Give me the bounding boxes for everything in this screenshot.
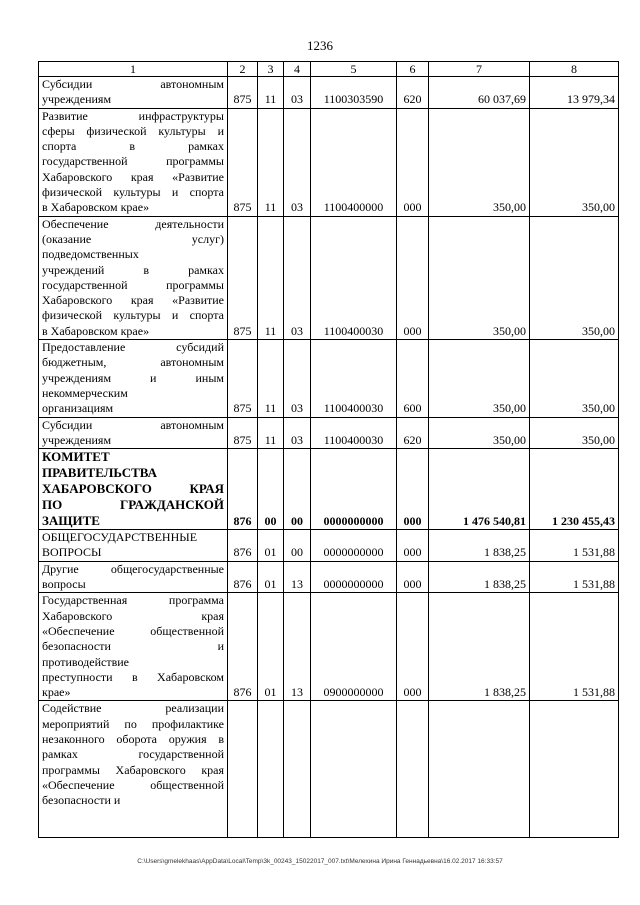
amount-year1-cell: 350,00: [429, 340, 530, 417]
item-name-line: «Обеспечение общественной: [42, 777, 224, 792]
expense-type-code-cell: 620: [397, 77, 429, 109]
expense-type-code-cell: 000: [397, 561, 429, 593]
section-code-cell: 11: [258, 216, 284, 339]
target-item-code-cell: 0000000000: [311, 449, 397, 530]
amount-year2-cell: 1 531,88: [530, 561, 619, 593]
target-item-code-cell: 1100400030: [311, 417, 397, 449]
expense-type-code-cell: 620: [397, 417, 429, 449]
item-name-line: незаконного оборота оружия в: [42, 731, 224, 746]
header-cell: 7: [429, 62, 530, 77]
target-item-code-cell: 1100303590: [311, 77, 397, 109]
item-name-line: ПО ГРАЖДАНСКОЙ: [42, 497, 224, 513]
subsection-code-cell: 03: [284, 340, 311, 417]
subsection-code-cell: 03: [284, 77, 311, 109]
item-name-line: Субсидии автономным: [42, 77, 224, 91]
subsection-code-cell: 13: [284, 561, 311, 593]
amount-year2-cell: 350,00: [530, 108, 619, 216]
amount-year1-cell: 1 476 540,81: [429, 449, 530, 530]
section-code-cell: 11: [258, 77, 284, 109]
item-name-cell: [39, 449, 228, 530]
amount-year2-cell: 1 230 455,43: [530, 449, 619, 530]
item-name-line: ХАБАРОВСКОГО КРАЯ: [42, 481, 224, 497]
subsection-code-cell: 03: [284, 108, 311, 216]
section-code-cell: 01: [258, 593, 284, 701]
header-cell: 1: [39, 62, 228, 77]
item-name-line: учреждениям и иным: [42, 370, 224, 385]
header-cell: 5: [311, 62, 397, 77]
item-name-line: учреждений в рамках: [42, 262, 224, 277]
ministry-code-cell: [228, 701, 258, 838]
expense-type-code-cell: 600: [397, 340, 429, 417]
item-name-line: ПРАВИТЕЛЬСТВА: [42, 465, 157, 481]
table-row: [39, 701, 619, 838]
amount-year1-cell: 1 838,25: [429, 530, 530, 562]
expense-type-code-cell: 000: [397, 108, 429, 216]
item-name-line: преступности в Хабаровском: [42, 669, 224, 684]
amount-year1-cell: 60 037,69: [429, 77, 530, 109]
section-code-cell: [258, 701, 284, 838]
ministry-code-cell: 876: [228, 449, 258, 530]
ministry-code-cell: 875: [228, 417, 258, 449]
item-name-cell: [39, 701, 228, 838]
target-item-code-cell: 0000000000: [311, 530, 397, 562]
amount-year1-cell: [429, 701, 530, 838]
expense-type-code-cell: 000: [397, 216, 429, 339]
item-name-line: Предоставление субсидий: [42, 340, 224, 355]
section-code-cell: 11: [258, 340, 284, 417]
item-name-cell: [39, 593, 228, 701]
ministry-code-cell: 876: [228, 593, 258, 701]
amount-year2-cell: 13 979,34: [530, 77, 619, 109]
expense-type-code-cell: 000: [397, 593, 429, 701]
item-name-cell: [39, 561, 228, 593]
amount-year1-cell: 1 838,25: [429, 561, 530, 593]
item-name-line: Содействие реализации: [42, 701, 224, 716]
expense-type-code-cell: 000: [397, 449, 429, 530]
item-name-cell: [39, 108, 228, 216]
header-cell: 8: [530, 62, 619, 77]
item-name-line: Государственная программа: [42, 593, 224, 608]
target-item-code-cell: 0000000000: [311, 561, 397, 593]
item-name-line: государственной программы: [42, 277, 224, 292]
item-name-line: противодействие: [42, 654, 130, 669]
item-name-line: бюджетным, автономным: [42, 355, 224, 370]
amount-year1-cell: 350,00: [429, 417, 530, 449]
item-name-line: физической культуры и спорта: [42, 185, 224, 200]
amount-year1-cell: 350,00: [429, 216, 530, 339]
item-name-cell: [39, 216, 228, 339]
target-item-code-cell: [311, 701, 397, 838]
item-name-cell: [39, 77, 228, 109]
item-name-line: крае»: [42, 685, 71, 700]
target-item-code-cell: 1100400030: [311, 340, 397, 417]
item-name-cell: [39, 340, 228, 417]
ministry-code-cell: 876: [228, 530, 258, 562]
amount-year1-cell: 350,00: [429, 108, 530, 216]
target-item-code-cell: 0900000000: [311, 593, 397, 701]
ministry-code-cell: 875: [228, 216, 258, 339]
subsection-code-cell: 00: [284, 449, 311, 530]
table-row: [39, 108, 619, 216]
item-name-line: в Хабаровском крае»: [42, 323, 150, 338]
item-name-line: сферы физической культуры и: [42, 123, 224, 138]
header-cell: 3: [258, 62, 284, 77]
header-cell: 4: [284, 62, 311, 77]
ministry-code-cell: 875: [228, 77, 258, 109]
amount-year2-cell: 1 531,88: [530, 593, 619, 701]
page-number: 1236: [307, 38, 333, 53]
subsection-code-cell: [284, 701, 311, 838]
table-row: [39, 561, 619, 593]
item-name-line: Хабаровского края «Развитие: [42, 293, 224, 308]
item-name-cell: [39, 530, 228, 562]
item-name-line: программы Хабаровского края: [42, 762, 224, 777]
expense-type-code-cell: 000: [397, 530, 429, 562]
item-name-line: КОМИТЕТ: [42, 449, 110, 465]
target-item-code-cell: 1100400000: [311, 108, 397, 216]
item-name-line: Субсидии автономным: [42, 417, 224, 432]
item-name-line: Хабаровского края «Развитие: [42, 169, 224, 184]
table-row: [39, 77, 619, 109]
item-name-line: Хабаровского края: [42, 608, 224, 623]
table-row: [39, 593, 619, 701]
header-row: [39, 62, 619, 77]
item-name-line: Обеспечение деятельности: [42, 216, 224, 231]
item-name-line: спорта в рамках: [42, 139, 224, 154]
item-name-line: ЗАЩИТЕ: [42, 513, 100, 529]
item-name-line: «Обеспечение общественной: [42, 623, 224, 638]
subsection-code-cell: 13: [284, 593, 311, 701]
table-row: [39, 417, 619, 449]
item-name-line: ОБЩЕГОСУДАРСТВЕННЫЕ: [42, 530, 198, 545]
item-name-line: рамках государственной: [42, 747, 224, 762]
item-name-line: мероприятий по профилактике: [42, 716, 224, 731]
item-name-line: Другие общегосударственные: [42, 561, 224, 576]
file-path-footer: C:\Users\gmelekhaas\AppData\Local\Temp\3k_00243_15022017_007.txt\Мелехина Ирина Геннадьевна\16.02.2017 16:33:57: [137, 858, 503, 865]
item-name-line: (оказание услуг): [42, 231, 224, 246]
budget-table: [38, 61, 619, 838]
amount-year2-cell: 350,00: [530, 340, 619, 417]
item-name-line: Развитие инфраструктуры: [42, 108, 224, 123]
table-row: [39, 216, 619, 339]
header-cell: 2: [228, 62, 258, 77]
section-code-cell: 00: [258, 449, 284, 530]
ministry-code-cell: 875: [228, 340, 258, 417]
item-name-line: некоммерческим: [42, 385, 128, 400]
item-name-line: государственной программы: [42, 154, 224, 169]
subsection-code-cell: 03: [284, 417, 311, 449]
section-code-cell: 01: [258, 561, 284, 593]
table-row: [39, 449, 619, 530]
subsection-code-cell: 03: [284, 216, 311, 339]
item-name-line: учреждениям: [42, 432, 112, 447]
amount-year2-cell: 350,00: [530, 417, 619, 449]
amount-year2-cell: 350,00: [530, 216, 619, 339]
amount-year1-cell: 1 838,25: [429, 593, 530, 701]
item-name-line: организациям: [42, 401, 114, 416]
ministry-code-cell: 875: [228, 108, 258, 216]
expense-type-code-cell: [397, 701, 429, 838]
table-row: [39, 340, 619, 417]
item-name-line: подведомственных: [42, 247, 139, 262]
ministry-code-cell: 876: [228, 561, 258, 593]
item-name-line: вопросы: [42, 577, 86, 592]
item-name-line: учреждениям: [42, 92, 112, 107]
amount-year2-cell: 1 531,88: [530, 530, 619, 562]
section-code-cell: 11: [258, 108, 284, 216]
target-item-code-cell: 1100400030: [311, 216, 397, 339]
item-name-line: безопасности и: [42, 793, 121, 808]
item-name-line: в Хабаровском крае»: [42, 200, 150, 215]
subsection-code-cell: 00: [284, 530, 311, 562]
amount-year2-cell: [530, 701, 619, 838]
table-row: [39, 530, 619, 562]
item-name-line: ВОПРОСЫ: [42, 545, 102, 560]
header-cell: 6: [397, 62, 429, 77]
item-name-line: безопасности и: [42, 639, 224, 654]
item-name-line: физической культуры и спорта: [42, 308, 224, 323]
section-code-cell: 11: [258, 417, 284, 449]
item-name-cell: [39, 417, 228, 449]
section-code-cell: 01: [258, 530, 284, 562]
